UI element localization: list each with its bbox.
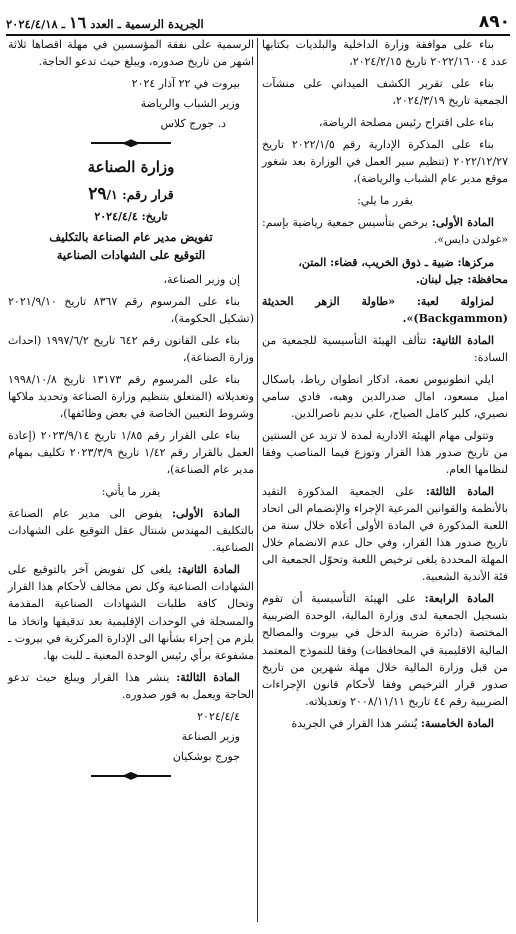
- minister-name: د. جورج كلاس: [160, 117, 226, 131]
- sign-name: جورج بوشكيان: [172, 749, 240, 763]
- column-divider: [257, 38, 258, 922]
- sign-date: ٢٠٢٤/٤/٤: [197, 709, 240, 723]
- article-label: المادة الأولى:: [431, 216, 494, 230]
- decision-title: [8, 228, 254, 265]
- decides-heading: يقرر ما يأتي:: [101, 485, 161, 499]
- association-hq: [262, 254, 508, 288]
- article-text: يلغى كل تفويض آخر بالتوقيع على الشهادات الصناعية وكل نص مخالف لأحكام هذا القرار وتحال كافة طلبات الشهادات الصناعية المقدمة والمسجلة في الوحدات الإقليمية بعد تدقيقها واتخاذ ما يلزم من إجراء بشأنها الى الإدارة المركزية في بيروت ـ مشفوعة برأي رئيس الوحدة المعنية ـ للبت بها.: [8, 563, 254, 662]
- basis-paragraph: بناء على المرسوم رقم ٨٣٦٧ تاريخ ٢٠٢١/٩/١٠ (تشكيل الحكومة)،: [8, 294, 254, 325]
- basis-paragraph: بناء على المذكرة الإدارية رقم ٢٠٢٢/١/٥ تاريخ ٢٠٢٢/١٢/٢٧ (تنظيم سير العمل في الوزارة بعد شغور موقع مدير عام الشباب والرياضة)،: [262, 138, 508, 186]
- founders-list: ايلي انطونيوس نعمة، ادكار انطوان رياط، باسكال اميل مسعود، امال صدرالدين وهبه، فادي سامي نصيري، كلير كامل الصياح، علي نديم ناصرالدين.: [262, 372, 508, 420]
- ministry-heading: وزارة الصناعة: [87, 158, 175, 177]
- basis-paragraph: بناء على القانون رقم ٦٤٢ تاريخ ١٩٩٧/٦/٢ (احداث وزارة الصناعة)،: [8, 333, 254, 364]
- sign-title: وزير الصناعة: [181, 729, 240, 743]
- article-label: المادة الخامسة:: [420, 716, 494, 730]
- article-text: يفوض الى مدير عام الصناعة بالتكليف المهندس شنتال عقل التوقيع على الشهادات الصناعية.: [8, 507, 254, 555]
- article-5: [262, 715, 508, 732]
- section-separator: [91, 772, 171, 780]
- issue-label: الجريدة الرسمية ـ العدد: [86, 17, 204, 31]
- decision-num: ٢٩: [88, 184, 107, 205]
- page-number: ٨٩٠: [478, 12, 510, 32]
- section-separator: [91, 139, 171, 147]
- article-1: [8, 505, 254, 556]
- decision-suffix: /١: [106, 187, 118, 203]
- article-text: يُنشر هذا القرار في الجريدة: [291, 716, 421, 730]
- hq-line: مركزها: ضبية ـ ذوق الخريب، قضاء: المتن،: [298, 255, 494, 269]
- article-label: المادة الثالثة:: [425, 485, 494, 499]
- article-label: المادة الثانية:: [431, 333, 494, 347]
- issue-number: ١٦: [69, 13, 87, 32]
- place-date: بيروت في ٢٢ آذار ٢٠٢٤: [131, 77, 240, 91]
- minister-title: وزير الشباب والرياضة: [140, 97, 240, 111]
- association-activity: لمزاولة لعبة: «طاولة الزهر الحديثة (Backgammon)».: [262, 294, 508, 325]
- basis-paragraph: بناء على تقرير الكشف الميداني على منشآت الجمعية تاريخ ٢٠٢٤/٣/١٩،: [262, 77, 508, 108]
- article-label: المادة الثالثة:: [176, 670, 240, 684]
- article-label: المادة الأولى:: [172, 507, 240, 521]
- basis-paragraph: بناء على موافقة وزارة الداخلية والبلديات بكتابها عدد ٢٠٢٢/١٦٠٠٤ تاريخ ٢٠٢٤/٢/١٥،: [262, 38, 508, 69]
- article-text: ينشر هذا القرار ويبلغ حيث تدعو الحاجة ويعمل به فور صدوره.: [8, 670, 254, 701]
- article-2-continuation: وتتولى مهام الهيئة الادارية لمدة لا تزيد عن السنتين من تاريخ صدور هذا القرار وتوزع فيما المناصب وفقا لنظامها العام.: [262, 428, 508, 477]
- basis-paragraph: بناء على القرار رقم ١/٨٥ تاريخ ٢٠٢٣/٩/١٤ (إعادة العمل بالقرار رقم ١/٤٢ تاريخ ٢٠٢٣/٣/٩ تكليف بمهام مدير عام الصناعة)،: [8, 429, 254, 477]
- article-3: [262, 483, 508, 585]
- hq-line: محافظة: جبل لبنان.: [416, 272, 508, 286]
- page-header: [6, 6, 510, 36]
- article-text: تتألف الهيئة التأسيسية للجمعية من السادة:: [262, 333, 508, 364]
- title-line: تفويض مدير عام الصناعة بالتكليف: [49, 229, 213, 244]
- issue-date: ـ ٢٠٢٤/٤/١٨: [6, 17, 70, 31]
- decides-heading: يقرر ما يلي:: [357, 194, 413, 208]
- right-column: [262, 36, 508, 737]
- decision-number: [8, 181, 254, 207]
- basis-paragraph: بناء على المرسوم رقم ١٣١٧٣ تاريخ ١٩٩٨/١٠/٨ وتعديلاته (المتعلق بتنظيم وزارة الصناعة وتحديد ملاكها وشروط التعيين الخاصة في بعض وظائفها)،: [8, 372, 254, 420]
- preamble: إن وزير الصناعة،: [163, 272, 240, 286]
- basis-paragraph: بناء على اقتراح رئيس مصلحة الرياضة،: [318, 116, 494, 130]
- title-line: التوقيع على الشهادات الصناعية: [56, 248, 206, 263]
- article-label: المادة الثانية:: [177, 563, 240, 577]
- article-1: [262, 214, 508, 248]
- article-2: [262, 332, 508, 366]
- issue-info: [6, 13, 204, 32]
- left-column: [8, 36, 254, 789]
- decision-label: قرار رقم:: [117, 187, 174, 203]
- article-text: يرخص بتأسيس جمعية رياضية بإسم: «غولدن دايس».: [262, 216, 508, 247]
- article-3: [8, 669, 254, 703]
- article-text: على الجمعية المذكورة التقيد بالأنظمة والقوانين المرعية الإجراء والإنضمام الى اتحاد اللعبة المذكورة في المادة الأولى أعلاه خلال سنة من تاريخ صدور هذا القرار، وفي حال عدم الانضمام خلال المهلة المحددة يلغى ترخيص اللعبة وتحوّل الجمعية الى فئة الأندية الشعبية.: [262, 485, 508, 584]
- article-label: المادة الرابعة:: [424, 592, 494, 606]
- continuation-text: الرسمية على نفقة المؤسسين في مهلة اقصاها ثلاثة اشهر من تاريخ صدوره، ويبلغ حيث تدعو الحاجة.: [8, 38, 254, 69]
- article-text: على الهيئة التأسيسية أن تقوم بتسجيل الجمعية لدى وزارة المالية، الوحدة الضريبية المختصة (دائرة ضريبة الدخل في بيروت والمصالح المالية الاقليمية في المحافظات) وفقا للنموذج المعتمد من قبل وزارة المالية خلال مهلة شهرين من تاريخ صدور قرار الترخيص وفقا لأحكام قانون الإجراءات الضريبية رقم ٤٤ تاريخ ٢٠٠٨/١١/١١ وتعديلاته.: [262, 592, 508, 708]
- decision-date: تاريخ: ٢٠٢٤/٤/٤: [94, 209, 168, 223]
- article-4: [262, 590, 508, 709]
- article-2: [8, 561, 254, 663]
